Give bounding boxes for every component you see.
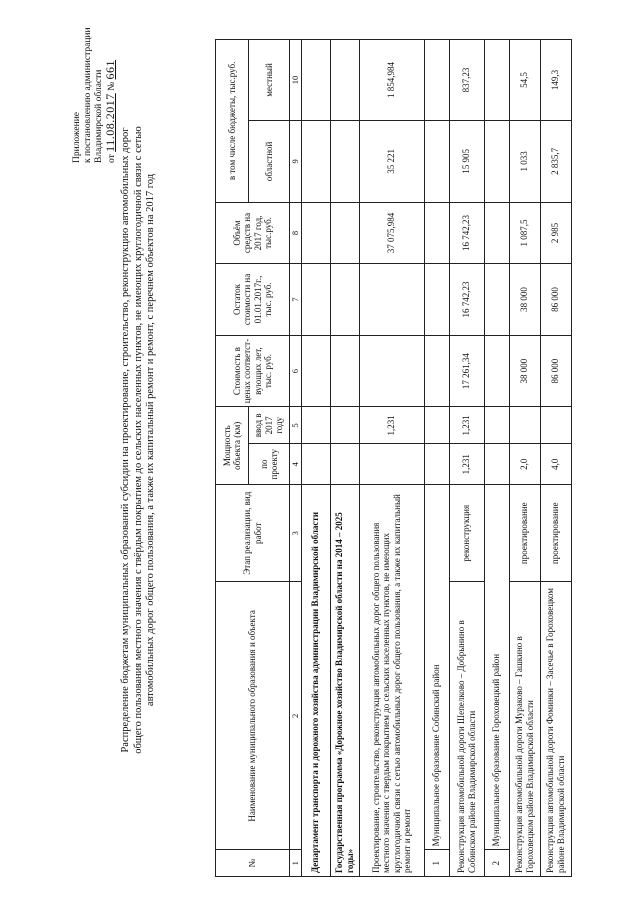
header-row-1 — [216, 40, 249, 877]
muni-name: Муниципальное образование Гороховецкий район — [484, 485, 509, 850]
object-cost: 38 000 — [509, 335, 540, 407]
header-name: Наименование муниципального образования и объекта — [216, 582, 290, 850]
colnum: 4 — [290, 444, 302, 485]
object-remaining: 86 000 — [540, 264, 571, 336]
empty-cell — [484, 40, 509, 121]
document-title: Распределение бюджетам муниципальных образований субсидии на проектирование, строительство, реконструкцию автомобильных дорог общего пользования местного значения с твёрдым покрытием до сельских населенных пунктов, не имеющих круглогодичной связи с сетью автомобильных дорог общего пользования, а также их капитальный ремонт и ремонт, с перечнем объектов на 2017 год — [120, 126, 156, 754]
header-volume: Объём средств на 2017 год, тыс.руб. — [216, 202, 290, 263]
empty-cell — [424, 444, 449, 485]
header-local: местный — [249, 40, 290, 121]
empty-cell — [359, 264, 424, 336]
appendix-line1: Приложение — [72, 112, 82, 163]
empty-cell — [424, 407, 449, 444]
muni-name: Муниципальное образование Собинский район — [424, 485, 449, 850]
muni-num: 1 — [424, 850, 449, 877]
municipality-row — [484, 40, 509, 877]
empty-cell — [359, 335, 424, 407]
empty-cell — [359, 444, 424, 485]
object-name: Реконструкция автомобильной дороги Мураково – Гашкино в Гороховецком районе Владимирской области — [509, 582, 540, 877]
colnum: 6 — [290, 335, 302, 407]
empty-cell — [330, 444, 359, 485]
empty-cell — [484, 202, 509, 263]
activity-regional: 35 221 — [359, 120, 424, 202]
subsidy-table — [215, 39, 572, 877]
number-label: № — [107, 81, 117, 91]
header-cap-project: по проекту — [249, 444, 290, 485]
colnum: 9 — [290, 120, 302, 202]
object-cap-project: 4,0 — [540, 444, 571, 485]
object-regional: 2 835,7 — [540, 120, 571, 202]
empty-cell — [301, 444, 330, 485]
object-cap-project: 2,0 — [509, 444, 540, 485]
colnum: 1 — [290, 850, 302, 877]
object-stage: проектирование — [509, 485, 540, 582]
empty-cell — [509, 407, 540, 444]
object-local: 837,23 — [449, 40, 484, 121]
activity-local: 1 854,984 — [359, 40, 424, 121]
header-cap-2017: ввод в 2017 году — [249, 407, 290, 444]
from-label: от — [107, 154, 117, 163]
object-volume: 16 742,23 — [449, 202, 484, 263]
object-regional: 15 905 — [449, 120, 484, 202]
header-regional: областной — [249, 120, 290, 202]
object-remaining: 16 742,23 — [449, 264, 484, 336]
empty-cell — [301, 40, 330, 121]
object-volume: 1 087,5 — [509, 202, 540, 263]
header-including: в том числе бюджеты, тыс.руб. — [216, 40, 249, 203]
colnum: 8 — [290, 202, 302, 263]
object-volume: 2 985 — [540, 202, 571, 263]
empty-cell — [301, 120, 330, 202]
program-row — [330, 40, 359, 877]
colnum: 3 — [290, 485, 302, 582]
empty-cell — [330, 407, 359, 444]
empty-cell — [330, 264, 359, 336]
colnum: 7 — [290, 264, 302, 336]
empty-cell — [424, 40, 449, 121]
empty-cell — [540, 407, 571, 444]
empty-cell — [484, 407, 509, 444]
object-row — [540, 40, 571, 877]
empty-cell — [484, 264, 509, 336]
municipality-row — [424, 40, 449, 877]
empty-cell — [484, 335, 509, 407]
empty-cell — [330, 120, 359, 202]
header-num: № — [216, 850, 290, 877]
empty-cell — [330, 40, 359, 121]
object-regional: 1 033 — [509, 120, 540, 202]
empty-cell — [301, 335, 330, 407]
colnum: 2 — [290, 582, 302, 850]
appendix-date-line — [105, 13, 118, 163]
header-stage: Этап реализации, вид работ — [216, 485, 290, 582]
empty-cell — [424, 335, 449, 407]
appendix-line3: Владимирской области — [94, 69, 104, 163]
empty-cell — [424, 264, 449, 336]
activity-cell: Проектирование, строительство, реконструкция автомобильных дорог общего пользования местного значения с твердым покрытием до сельских населенных пунктов, не имеющих круглогодичной связи с сетью автомобильных дорог общего пользования, а также их капитальный ремонт и ремонт — [359, 485, 424, 877]
appendix-block — [72, 13, 118, 163]
empty-cell — [330, 335, 359, 407]
activity-row — [359, 40, 424, 877]
program-cell: Государственная программа «Дорожное хозяйство Владимирской области на 2014 – 2025 годы» — [330, 485, 359, 877]
object-cap-project: 1,231 — [449, 444, 484, 485]
object-row — [509, 40, 540, 877]
activity-cap-2017: 1,231 — [359, 407, 424, 444]
object-cost: 17 261,34 — [449, 335, 484, 407]
object-name: Реконструкция автомобильной дороги Фоминки – Засечье в Гороховецком районе Владимирской области — [540, 582, 571, 877]
object-row — [449, 40, 484, 877]
empty-cell — [301, 407, 330, 444]
object-name: Реконструкция автомобильной дороги Шепелково – Добрынино в Собинском районе Владимирской области — [449, 582, 484, 877]
empty-cell — [484, 120, 509, 202]
colnum: 10 — [290, 40, 302, 121]
header-cost: Стоимость в ценах соответст-вующих лет, тыс. руб. — [216, 335, 290, 407]
header-remaining: Остаток стоимости на 01.01.2017г., тыс. руб. — [216, 264, 290, 336]
muni-num: 2 — [484, 850, 509, 877]
empty-cell — [424, 120, 449, 202]
object-local: 54,5 — [509, 40, 540, 121]
object-cap-2017: 1,231 — [449, 407, 484, 444]
appendix-line2: к постановлению администрации — [83, 27, 93, 163]
colnum: 5 — [290, 407, 302, 444]
object-stage: реконструкция — [449, 485, 484, 582]
dept-cell: Департамент транспорта и дорожного хозяйства администрации Владимирской области — [301, 485, 330, 877]
empty-cell — [484, 444, 509, 485]
activity-volume: 37 075,984 — [359, 202, 424, 263]
empty-cell — [301, 202, 330, 263]
header-capacity: Мощность объекта (км) — [216, 407, 249, 485]
dept-row — [301, 40, 330, 877]
empty-cell — [301, 264, 330, 336]
object-local: 149,3 — [540, 40, 571, 121]
column-number-row — [290, 40, 302, 877]
decree-date: 11.08.2017 — [103, 93, 117, 152]
empty-cell — [330, 202, 359, 263]
object-remaining: 38 000 — [509, 264, 540, 336]
object-cost: 86 000 — [540, 335, 571, 407]
decree-number: 661 — [103, 59, 117, 80]
object-stage: проектирование — [540, 485, 571, 582]
empty-cell — [424, 202, 449, 263]
